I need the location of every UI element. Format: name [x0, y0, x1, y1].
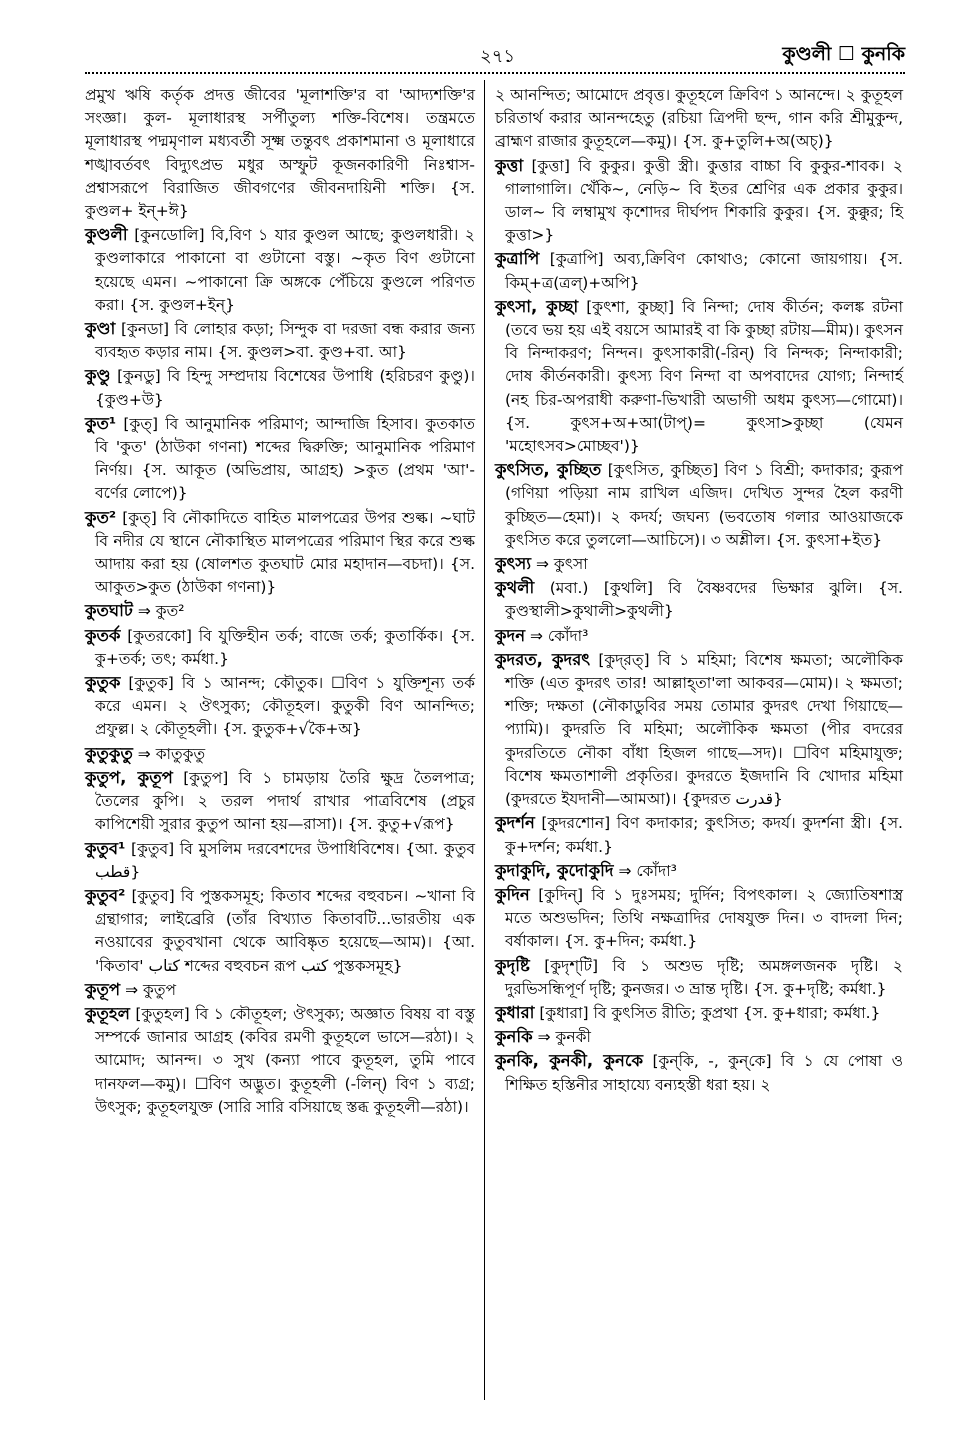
page-number: ২৭১ — [480, 46, 516, 67]
entry-definition: ⇒ কুতুপ — [125, 980, 176, 999]
dictionary-entry — [495, 1001, 903, 1025]
entry-headword: কুত² — [85, 507, 117, 527]
entry-headword: কুথলী — [495, 578, 535, 598]
entry-headword: কুত¹ — [85, 413, 117, 433]
dictionary-entry — [495, 883, 903, 954]
dictionary-entry — [85, 766, 475, 837]
entry-definition: [কুত্রাপি] অব্য,ক্রিবিণ কোথাও; কোনো জায়গায়। {স. কিম্+ত্র(ত্রল্)+অপি} — [505, 250, 903, 292]
dictionary-entry — [495, 1025, 903, 1049]
entry-definition: [কুতুহল] বি ১ কৌতূহল; ঔৎসুক্য; অজ্ঞাত বিষয় বা বস্তু সম্পর্কে জানার আগ্রহ (কবির রমণী কুতূহলে ভাসে—রঠা)। ২ আমোদ; আনন্দ। ৩ সুখ (কন্যা পাবে কুতূহল, তুমি পাবে দানফল—কমু)। ☐বিণ অদ্ভুত। কুতূহলী (-লিন্) বিণ ১ ব্যগ্র; উৎসুক; কুতূহলযুক্ত (সারি সারি বসিয়াছে স্তব্ধ কুতূহলী—রঠা)। — [95, 1004, 475, 1116]
dictionary-entry — [85, 1002, 475, 1119]
header-rule — [85, 72, 905, 74]
entry-headword: কুতুকুতু — [85, 743, 133, 763]
entry-headword: কুধারা — [495, 1002, 535, 1022]
entry-headword: কুদৃষ্টি — [495, 955, 530, 975]
entry-headword: কুণ্ডু — [85, 366, 111, 386]
dictionary-entry — [85, 742, 475, 766]
entry-definition: [কুনডু] বি হিন্দু সম্প্রদায় বিশেষের উপাধি (হরিচরণ কুণ্ডু)। {কুণ্ড+উ} — [95, 367, 475, 409]
dictionary-entry — [495, 84, 903, 154]
entry-definition: [কুধারা] বি কুৎসিত রীতি; কুপ্রথা {স. কু+ধারা; কর্মধা.} — [539, 1003, 881, 1022]
dictionary-entry — [85, 317, 475, 364]
entry-headword: কুণ্ডলী — [85, 225, 128, 245]
dictionary-entry — [495, 295, 903, 458]
page-header — [85, 40, 905, 70]
entry-definition: (মবা.) [কুথলি] বি বৈষ্ণবদের ভিক্ষার ঝুলি। {স. কুণ্ডস্থালী>কুথালী>কুথলী} — [505, 579, 903, 621]
entry-definition: ⇒ কোঁদা³ — [618, 861, 677, 880]
entry-definition: [কুনডা] বি লোহার কড়া; সিন্দুক বা দরজা বন্ধ করার জন্য ব্যবহৃত কড়ার নাম। {স. কুণ্ডল>বা. কুণ্ড+বা. আ} — [95, 320, 475, 362]
dictionary-entry — [85, 412, 475, 506]
entry-headword: কুৎসিত, কুচ্ছিত — [495, 460, 602, 480]
dictionary-entry — [85, 506, 475, 600]
column-divider — [484, 80, 485, 1400]
entry-definition: ⇒ কুনকী — [537, 1028, 591, 1047]
dictionary-entry — [85, 671, 475, 742]
entry-headword: কুদর্শন — [495, 813, 535, 833]
entry-headword: কুতুব¹ — [85, 838, 126, 858]
entry-headword: কুতূপ — [85, 979, 121, 999]
dictionary-entry — [85, 978, 475, 1002]
entry-definition: প্রমুখ ঋষি কর্তৃক প্রদত্ত জীবের 'মূলাশক্তি'র বা 'আদ্যশক্তি'র সংজ্ঞা। কুল- মূলাধারস্থ সর্পীতুল্য শক্তি-বিশেষ। তন্ত্রমতে মূলাধারস্থ পদ্মমৃণাল মধ্যবর্তী সূক্ষ্ম তন্তুবৎ প্রকাশমানা ও মূলাধারে শঙ্খাবর্তবৎ বিদ্যুৎপ্রভ মধুর অস্ফুট কূজনকারিণী নিঃশ্বাস-প্রশ্বাসরূপে বিরাজিত জীবগণের জীবনদায়িনী শক্তি। {স. কুণ্ডল+ ইন্+ঈ} — [85, 86, 475, 221]
dictionary-entry — [495, 576, 903, 623]
entry-definition: [কুদিন্] বি ১ দুঃসময়; দুর্দিন; বিপৎকাল। ২ জ্যোতিষশাস্ত্র মতে অশুভদিন; তিথি নক্ষত্রাদির দোষযুক্ত দিন। ৩ বাদলা দিন; বর্ষাকাল। {স. কু+দিন; কর্মধা.} — [505, 885, 903, 951]
dictionary-entry — [85, 223, 475, 317]
entry-headword: কুতুক — [85, 673, 121, 693]
entry-definition: [কুত্] বি নৌকাদিতে বাহিত মালপত্রের উপর শুল্ক। ~ঘাট বি নদীর যে স্থানে নৌকাস্থিত মালপত্রের পরিমাণ স্থির করে শুল্ক আদায় করা হয় (ষোলশত কুতঘাট মোর মহাদান—বচদা)। {স. আকুত>কুত (ঠাউকা গণনা)} — [95, 508, 475, 597]
entry-definition: [কুতুপ] বি ১ চামড়ায় তৈরি ক্ষুদ্র তৈলপাত্র; তৈলের কুপি। ২ তরল পদার্থ রাখার পাত্রবিশেষ (প্রচুর কাপিশেয়ী সুরার কুতুপ আনা হয়—রাসা)। {স. কুতু+√রূপ} — [95, 768, 475, 834]
dictionary-entry — [495, 648, 903, 811]
entry-definition: [কুত্তা] বি কুকুর। কুত্তী স্ত্রী। কুত্তার বাচ্চা বি কুকুর-শাবক। ২ গালাগালি। খেঁকি~, নেড়ি~ বি ইতর শ্রেণির এক প্রকার কুকুর। ডাল~ বি লম্বামুখ কৃশোদর দীর্ঘপদ শিকারি কুকুর। {স. কুক্কুর; হি কুত্তা>} — [505, 156, 903, 245]
dictionary-entry — [85, 364, 475, 411]
entry-headword: কুদরত, কুদরৎ — [495, 649, 591, 669]
left-column — [85, 84, 475, 1119]
entry-headword: কুনকি, কুনকী, কুনকে — [495, 1051, 643, 1071]
dictionary-entry — [495, 1049, 903, 1096]
entry-headword: কুতঘাট — [85, 601, 133, 621]
entry-definition: ⇒ কাতুকুতু — [137, 744, 206, 763]
entry-definition: [কুৎশা, কুচ্ছা] বি নিন্দা; দোষ কীর্তন; কলঙ্ক রটনা (তবে ভয় হয় এই বয়সে আমারই বা কি কুচ্ছা রটায়—মীম)। কুৎসন বি নিন্দাকরণ; নিন্দন। কুৎসাকারী(-রিন্) বি নিন্দক; নিন্দাকারী; দোষ কীর্তনকারী। কুৎস্য বিণ নিন্দা বা অপবাদের যোগ্য; নিন্দার্হ (নহ চির-অপরাধী করুণা-ভিখারী অভাগী অধম কুৎস্য—গোমো)। {স. কুৎস+অ+আ(টাপ্)= কুৎসা>কুচ্ছা (যেমন 'মহোৎসব>মোচ্ছব')} — [505, 297, 903, 456]
entry-definition: [কুতুব] বি পুস্তকসমূহ; কিতাব শব্দের বহুবচন। ~খানা বি গ্রন্থাগার; লাইব্রেরি (তাঁর বিখ্যাত কিতাবটি...ভারতীয় এক নওয়াবের কুতুবখানা থেকে আবিষ্কৃত হয়েছে—আম)। {আ. 'কিতাব' كتاب শব্দের বহুবচন রূপ كتب পুস্তকসমূহ} — [95, 886, 475, 975]
entry-definition: [কুতুক] বি ১ আনন্দ; কৌতুক। ☐বিণ ১ যুক্তিশূন্য তর্ক করে এমন। ২ ঔৎসুক্য; কৌতূহল। কুতুকী বিণ আনন্দিত; প্রফুল্ল। ২ কৌতূহলী। {স. কুতুক+√কৈ+অ} — [95, 674, 475, 739]
dictionary-entry — [85, 84, 475, 223]
entry-definition: [কুনডোলি] বি,বিণ ১ যার কুণ্ডল আছে; কুণ্ডলধারী। ২ কুণ্ডলাকারে পাকানো বা গুটানো বস্তু। ~কৃত বিণ গুটানো হয়েছে এমন। ~পাকানো ক্রি অঙ্গকে পেঁচিয়ে কুণ্ডলে পরিণত করা। {স. কুণ্ডল+ইন্} — [95, 226, 475, 314]
dictionary-entry — [495, 624, 903, 648]
dictionary-entry — [85, 624, 475, 671]
entry-headword: কুৎসা, কুচ্ছা — [495, 296, 579, 316]
dictionary-entry — [495, 552, 903, 576]
dictionary-entry — [85, 884, 475, 978]
dictionary-entry — [85, 837, 475, 884]
dictionary-entry — [495, 154, 903, 248]
entry-headword: কুদিন — [495, 884, 530, 904]
dictionary-entry — [85, 599, 475, 623]
guide-words: কুণ্ডলী ☐ কুনকি — [782, 43, 905, 65]
dictionary-entry — [495, 859, 903, 883]
entry-definition: [কুদ্‌রত্] বি ১ মহিমা; বিশেষ ক্ষমতা; অলৌকিক শক্তি (এত কুদরৎ তার! আল্লাহ্‌তা'লা আকবর—মোম)। ২ ক্ষমতা; শক্তি; দক্ষতা (নৌকাডুবির সময় তোমার কুদরৎ দেখা গিয়াছে—প্যামি)। কুদরতি বি মহিমা; অলৌকিক ক্ষমতা (পীর বদরের কুদরতিতে নৌকা বাঁধা হিজল গাছে—সদ)। ☐বিণ মহিমাযুক্ত; বিশেষ ক্ষমতাশালী প্রকৃতির। কুদরতে ইজদানি বি খোদার মহিমা (কুদরতে ইযদানী—আমআ)। {কুদরত قدرت} — [505, 650, 903, 809]
entry-headword: কুতূহল — [85, 1003, 130, 1023]
entry-headword: কুত্রাপি — [495, 249, 540, 269]
entry-headword: কুদাকুদি, কুদোকুদি — [495, 860, 614, 880]
entry-definition: ⇒ কোঁদা³ — [530, 626, 589, 645]
entry-headword: কুণ্ডা — [85, 319, 116, 339]
entry-definition: [কুৎসিত, কুচ্ছিত] বিণ ১ বিশ্রী; কদাকার; কুরূপ (গণিয়া পড়িয়া নাম রাখিল এজিদ। দেখিত সুন্দর হৈল করণী কুচ্ছিত—হেমা)। ২ কদর্য; জঘন্য (ভবতোষ গলার আওয়াজকে কুৎসিত করে তুললো—আচিসে)। ৩ অশ্লীল। {স. কুৎসা+ইত} — [505, 461, 903, 549]
entry-definition: [কুদরশোন] বিণ কদাকার; কুৎসিত; কদর্য। কুদর্শনা স্ত্রী। {স. কু+দর্শন; কর্মধা.} — [505, 814, 903, 856]
entry-headword: কুতর্ক — [85, 625, 121, 645]
dictionary-entry — [495, 458, 903, 552]
entry-headword: কুত্তা — [495, 155, 524, 175]
dictionary-entry — [495, 954, 903, 1001]
entry-definition: [কুত্] বি আনুমানিক পরিমাণ; আন্দাজি হিসাব। কুতকাত বি 'কুত' (ঠাউকা গণনা) শব্দের দ্বিরুক্তি; আনুমানিক পরিমাণ নির্ণয়। {স. আকূত (অভিপ্রায়, আগ্রহ) >কুত (প্রথম 'আ'-বর্ণের লোপে)} — [95, 414, 475, 503]
entry-definition: ২ আনন্দিত; আমোদে প্রবৃত্ত। কুতূহলে ক্রিবিণ ১ আনন্দে। ২ কুতূহল চরিতার্থ করার আনন্দহেতু (রচিয়া ত্রিপদী ছন্দ, গান করি শ্রীমুকুন্দ, ব্রাহ্মণ রাজার কুতূহলে—কমু)। {স. কু+তুলি+অ(অচ্)} — [495, 86, 903, 151]
dictionary-entry — [495, 811, 903, 858]
entry-definition: ⇒ কুত² — [137, 602, 185, 621]
entry-headword: কুতুব² — [85, 885, 126, 905]
dictionary-entry — [495, 247, 903, 294]
right-column — [495, 84, 903, 1097]
entry-headword: কুদন — [495, 625, 526, 645]
entry-definition: [কুদৃশ্‌টি] বি ১ অশুভ দৃষ্টি; অমঙ্গলজনক দৃষ্টি। ২ দুরভিসন্ধিপূর্ণ দৃষ্টি; কুনজর। ৩ ভ্রান্ত দৃষ্টি। {স. কু+দৃষ্টি; কর্মধা.} — [505, 956, 903, 998]
entry-definition: ⇒ কুৎসা — [535, 555, 588, 574]
entry-headword: কুৎস্য — [495, 554, 532, 574]
entry-definition: [কুন্‌কি, -, কুন্‌কে] বি ১ যে পোষা ও শিক্ষিত হস্তিনীর সাহায্যে বন্যহস্তী ধরা হয়। ২ — [505, 1052, 904, 1094]
entry-headword: কুতুপ, কুতূপ — [85, 767, 173, 787]
entry-definition: [কুতুব] বি মুসলিম দরবেশদের উপাধিবিশেষ। {আ. কুতুব قطب} — [95, 839, 475, 881]
entry-headword: কুনকি — [495, 1027, 533, 1047]
entry-definition: [কুতরকো] বি যুক্তিহীন তর্ক; বাজে তর্ক; কুতার্কিক। {স. কু+তর্ক; তৎ; কর্মধা.} — [95, 626, 476, 668]
